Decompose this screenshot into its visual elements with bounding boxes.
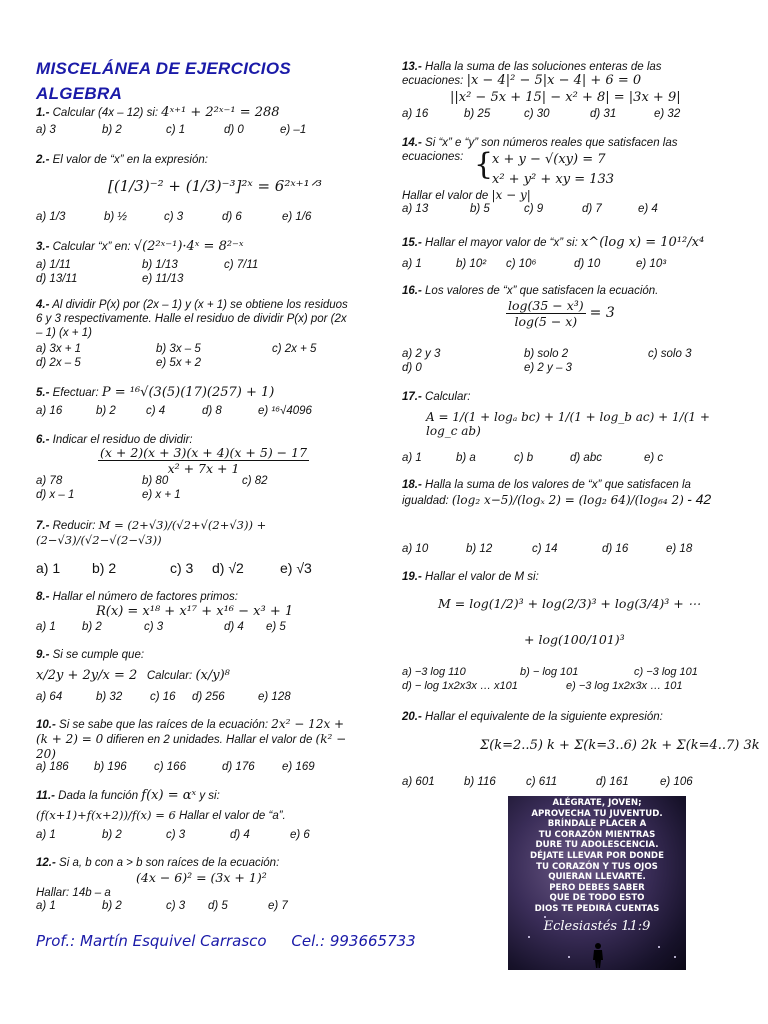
problem-11-body — [36, 808, 366, 823]
problem-math: M = log(1/2)³ + log(2/3)³ + log(3/4)³ + ⋯ — [438, 596, 701, 611]
option: c) 3 — [166, 829, 186, 841]
option: b) 2 — [82, 621, 102, 633]
option: a) 2 y 3 — [402, 348, 441, 360]
option: b) 196 — [94, 761, 127, 773]
problem-number: 4.- — [36, 299, 50, 311]
problem-math: (k² − 20) — [36, 732, 347, 761]
option: a) 1/3 — [36, 211, 66, 223]
option: e) 4 — [638, 203, 658, 215]
problem-text: Hallar: 14b – a — [36, 887, 111, 899]
problem-text: Indicar el residuo de dividir: — [52, 434, 193, 446]
problem-math: R(x) = x¹⁸ + x¹⁷ + x¹⁶ − x³ + 1 — [96, 604, 294, 619]
problem-math: (f(x+1)+f(x+2))/f(x) = 6 — [36, 808, 176, 822]
option: b) ½ — [104, 211, 128, 223]
option: b) 5 — [470, 203, 490, 215]
option: d) − log 1x2x3x … x101 — [402, 680, 518, 692]
option: c) 3 — [164, 211, 184, 223]
problem-math: x/2y + 2y/x = 2 — [36, 668, 138, 683]
problem-number: 15.- — [402, 237, 422, 249]
option: c) 16 — [150, 691, 176, 703]
title-line1: MISCELÁNEA DE EJERCICIOS — [36, 59, 291, 78]
option: b) solo 2 — [524, 348, 569, 360]
option: a) 186 — [36, 761, 69, 773]
problem-4 — [36, 298, 356, 340]
option: e) 2 y – 3 — [524, 362, 572, 374]
option: d) x – 1 — [36, 489, 75, 501]
title-line2: ALGEBRA — [36, 84, 123, 103]
option: b) 1/13 — [142, 259, 178, 271]
option: a) 1 — [36, 829, 56, 841]
problem-text: Halla la suma de los valores de “x” que satisfacen la igualdad: — [402, 479, 691, 507]
problem-number: 19.- — [402, 571, 422, 583]
fraction-rhs: = 3 — [589, 305, 615, 321]
problem-number: 20.- — [402, 711, 422, 723]
option: d) 6 — [222, 211, 242, 223]
problem-7 — [36, 518, 366, 548]
problem-text: Calcular: — [425, 391, 471, 403]
problem-13 — [402, 60, 714, 88]
problem-number: 9.- — [36, 649, 50, 661]
problem-19 — [402, 570, 732, 584]
problem-text: Dada la función — [58, 790, 139, 802]
option: b) − log 101 — [520, 666, 579, 678]
option: e) 169 — [282, 761, 315, 773]
option: c) 4 — [146, 405, 166, 417]
option: d) abc — [570, 452, 602, 464]
option: d) 0 — [224, 124, 244, 136]
problem-text: Al dividir P(x) por (2x – 1) y (x + 1) se obtiene los residuos 6 y 3 respectivamente. Halle el residuo de dividir P(x) por (2x – 1) (x + 1) — [36, 299, 348, 339]
option: e) √3 — [280, 560, 312, 576]
option: b) 116 — [464, 776, 496, 788]
problem-3 — [36, 240, 366, 254]
problem-math: ||x² − 5x + 15| − x² + 8| = |3x + 9| — [450, 90, 681, 105]
option: e) 11/13 — [142, 273, 184, 285]
problem-math: 2x² − 12x + (k + 2) = 0 — [36, 717, 345, 746]
problem-math: 4ˣ⁺¹ + 2²ˣ⁻¹ = 288 — [161, 105, 280, 120]
option: b) 2 — [102, 900, 122, 912]
problem-text: Calcular (4x – 12) si: — [52, 107, 159, 119]
option: a) 16 — [36, 405, 63, 417]
problem-math: A = 1/(1 + logₐ bc) + 1/(1 + log_b ac) + 1/(1 + log_c ab) — [426, 410, 710, 438]
option: d) 176 — [222, 761, 255, 773]
author-name: Prof.: Martín Esquivel Carrasco — [36, 932, 267, 950]
option: c) solo 3 — [648, 348, 692, 360]
option: b) 2 — [96, 405, 116, 417]
problem-text: Calcular “x” en: — [52, 241, 131, 253]
option: e) 18 — [666, 543, 693, 555]
problem-math: √(2²ˣ⁻¹)·4ˣ = 8²⁻ˣ — [133, 239, 244, 254]
problem-16 — [402, 284, 732, 298]
option: c) 9 — [524, 203, 544, 215]
problem-math: [(1/3)⁻² + (1/3)⁻³]²ˣ = 6²ˣ⁺¹ᐟ³ — [108, 177, 322, 195]
problem-17 — [402, 390, 732, 404]
option: a) 10 — [402, 543, 429, 555]
option: e) 10³ — [636, 258, 667, 270]
problem-math: x² + y² + xy = 133 — [492, 172, 615, 187]
fraction-denominator: x² + 7x + 1 — [167, 461, 240, 476]
problem-number: 12.- — [36, 857, 56, 869]
problem-18 — [402, 478, 732, 508]
option: c) 611 — [526, 776, 558, 788]
option: a) 64 — [36, 691, 63, 703]
option: e) x + 1 — [142, 489, 181, 501]
option: c) 10⁶ — [506, 258, 537, 270]
problem-5 — [36, 386, 366, 400]
poster-reference: Eclesiastés 11:9 — [543, 919, 651, 934]
problem-text: Hallar el valor de — [402, 190, 489, 202]
option: c) 30 — [524, 108, 550, 120]
problem-14-ask — [402, 188, 531, 203]
problem-text: Halla la suma de las soluciones enteras de las ecuaciones: — [402, 61, 662, 87]
problem-math: (4x − 6)² = (3x + 1)² — [136, 870, 267, 885]
problem-text: difieren en 2 unidades. Hallar el valor de — [106, 734, 313, 746]
option: d) 31 — [590, 108, 617, 120]
poster-verse-text: ALÉGRATE, JOVEN; APROVECHA TU JUVENTUD. BRÍNDALE PLACER A TU CORAZÓN MIENTRAS DURE TU ADOLESCENCIA. DÉJATE LLEVAR POR DONDE TU CORAZÓN Y TUS OJOS QUIERAN LLEVARTE. PERO DEBES SABER QUE DE TODO ESTO DIOS TE PEDIRÁ CUENTAS — [530, 798, 664, 914]
option: b) a — [456, 452, 476, 464]
problem-11 — [36, 789, 366, 803]
option: e) –1 — [280, 124, 307, 136]
option: e) 106 — [660, 776, 693, 788]
option: a) 1 — [36, 621, 56, 633]
option: a) 1 — [36, 560, 61, 576]
option: c) 3 — [166, 900, 186, 912]
option: c) b — [514, 452, 534, 464]
problem-text: Si “x” e “y” son números reales que satisfacen las ecuaciones: — [402, 137, 678, 163]
option: a) 1/11 — [36, 259, 71, 271]
option: d) 0 — [402, 362, 422, 374]
problem-text: Efectuar: — [52, 387, 99, 399]
footer — [36, 932, 436, 950]
option: d) 7 — [582, 203, 602, 215]
option: c) 1 — [166, 124, 186, 136]
option: e) ¹⁶√4096 — [258, 405, 312, 417]
option: e) 1/6 — [282, 211, 312, 223]
problem-9-body — [36, 669, 366, 683]
problem-number: 11.- — [36, 790, 55, 802]
option: d) 10 — [574, 258, 601, 270]
problem-8 — [36, 590, 366, 604]
option: d) 8 — [202, 405, 222, 417]
problem-number: 14.- — [402, 137, 422, 149]
option: d) 4 — [224, 621, 244, 633]
option: d) 256 — [192, 691, 225, 703]
problem-math: Σ(k=2..5) k + Σ(k=3..6) 2k + Σ(k=4..7) 3k — [480, 738, 760, 753]
problem-1 — [36, 106, 366, 120]
problem-fraction — [98, 445, 309, 476]
person-silhouette-icon — [590, 942, 606, 968]
problem-text: y si: — [199, 790, 220, 802]
option: d) 16 — [602, 543, 629, 555]
option: a) 1 — [402, 258, 422, 270]
option: b) 2 — [102, 124, 122, 136]
problem-text: Hallar el valor de M si: — [425, 571, 539, 583]
option: a) −3 log 110 — [402, 666, 466, 678]
fraction-numerator: log(35 − x³) — [508, 298, 584, 313]
option: a) 1 — [402, 452, 422, 464]
option: c) 82 — [242, 475, 268, 487]
problem-9 — [36, 648, 366, 662]
problem-text: Reducir: — [52, 520, 96, 532]
option: c) 7/11 — [224, 259, 259, 271]
option: a) 601 — [402, 776, 435, 788]
problem-10 — [36, 717, 354, 762]
problem-text: Los valores de “x” que satisfacen la ecuación. — [425, 285, 659, 297]
problem-number: 5.- — [36, 387, 50, 399]
problem-number: 16.- — [402, 285, 422, 297]
option: a) 16 — [402, 108, 429, 120]
option: a) 3 — [36, 124, 56, 136]
option: b) 2 — [92, 560, 117, 576]
option: e) −3 log 1x2x3x … 101 — [566, 680, 683, 692]
option: c) 2x + 5 — [272, 343, 317, 355]
option: b) 3x – 5 — [156, 343, 201, 355]
problem-number: 7.- — [36, 520, 50, 532]
option: e) 5 — [266, 621, 286, 633]
option: d) 5 — [208, 900, 228, 912]
problem-math: f(x) = αˣ — [141, 788, 197, 803]
problem-math: |x − 4|² − 5|x − 4| + 6 = 0 — [466, 73, 642, 88]
problem-number: 3.- — [36, 241, 50, 253]
option: b) 32 — [96, 691, 123, 703]
problem-text: Si se sabe que las raíces de la ecuación: — [59, 719, 269, 731]
option: a) 13 — [402, 203, 429, 215]
phone-number: Cel.: 993665733 — [291, 932, 416, 950]
system-brace: { — [474, 147, 494, 182]
problem-text: Calcular: — [146, 670, 193, 682]
problem-text: Hallar el número de factores primos: — [52, 591, 238, 603]
problem-math: (log₂ x−5)/(logₓ 2) = (log₂ 64)/(log₆₄ 2) — [451, 493, 684, 507]
problem-text: Hallar el valor de “a”. — [179, 810, 286, 822]
problem-number: 10.- — [36, 719, 56, 731]
problem-12 — [36, 856, 366, 870]
option: e) 32 — [654, 108, 681, 120]
problem-number: 18.- — [402, 479, 422, 491]
option: e) 7 — [268, 900, 288, 912]
problem-math: P = ¹⁶√(3(5)(17)(257) + 1) — [101, 385, 275, 400]
option: e) 128 — [258, 691, 291, 703]
problem-math: + log(100/101)³ — [524, 632, 625, 647]
problem-text: Si a, b con a > b son raíces de la ecuación: — [59, 857, 280, 869]
problem-math: x + y − √(xy) = 7 — [492, 152, 606, 167]
option: d) 4 — [230, 829, 250, 841]
option: a) 78 — [36, 475, 63, 487]
problem-math: |x − y| — [491, 188, 531, 202]
option: c) −3 log 101 — [634, 666, 698, 678]
problem-number: 2.- — [36, 154, 50, 166]
option: e) 6 — [290, 829, 310, 841]
problem-number: 17.- — [402, 391, 422, 403]
problem-math: M = (2+√3)/(√2+√(2+√3)) + (2−√3)/(√2−√(2−√3)) — [36, 518, 267, 547]
problem-number: 13.- — [402, 61, 422, 73]
option: b) 12 — [466, 543, 493, 555]
problem-number: 6.- — [36, 434, 50, 446]
problem-text: El valor de “x” en la expresión: — [52, 154, 208, 166]
problem-number: 1.- — [36, 107, 50, 119]
option: d) √2 — [212, 560, 244, 576]
option: d) 13/11 — [36, 273, 78, 285]
problem-15 — [402, 236, 732, 250]
option: b) 25 — [464, 108, 491, 120]
option: c) 3 — [170, 560, 194, 576]
problem-text: Si se cumple que: — [52, 649, 145, 661]
problem-text: - 42 — [687, 491, 712, 507]
option: d) 2x – 5 — [36, 357, 81, 369]
option: e) 5x + 2 — [156, 357, 202, 369]
option: c) 14 — [532, 543, 558, 555]
problem-math: x^(log x) = 10¹²/x⁴ — [580, 235, 705, 250]
option: b) 80 — [142, 475, 169, 487]
option: b) 2 — [102, 829, 122, 841]
option: a) 1 — [36, 900, 56, 912]
fraction-numerator: (x + 2)(x + 3)(x + 4)(x + 5) − 17 — [100, 445, 308, 460]
option: d) 161 — [596, 776, 629, 788]
fraction-denominator: log(5 − x) — [514, 314, 578, 329]
problem-20 — [402, 710, 732, 724]
problem-2 — [36, 153, 366, 167]
problem-16-equation — [506, 298, 615, 329]
option: e) c — [644, 452, 664, 464]
problem-text: Hallar el mayor valor de “x” si: — [425, 237, 578, 249]
problem-math: (x/y)⁸ — [195, 668, 230, 683]
verse-poster — [508, 796, 686, 970]
option: c) 166 — [154, 761, 186, 773]
problem-text: Hallar el equivalente de la siguiente expresión: — [425, 711, 663, 723]
option: a) 3x + 1 — [36, 343, 82, 355]
option: b) 10² — [456, 258, 487, 270]
problem-number: 8.- — [36, 591, 50, 603]
option: c) 3 — [144, 621, 164, 633]
